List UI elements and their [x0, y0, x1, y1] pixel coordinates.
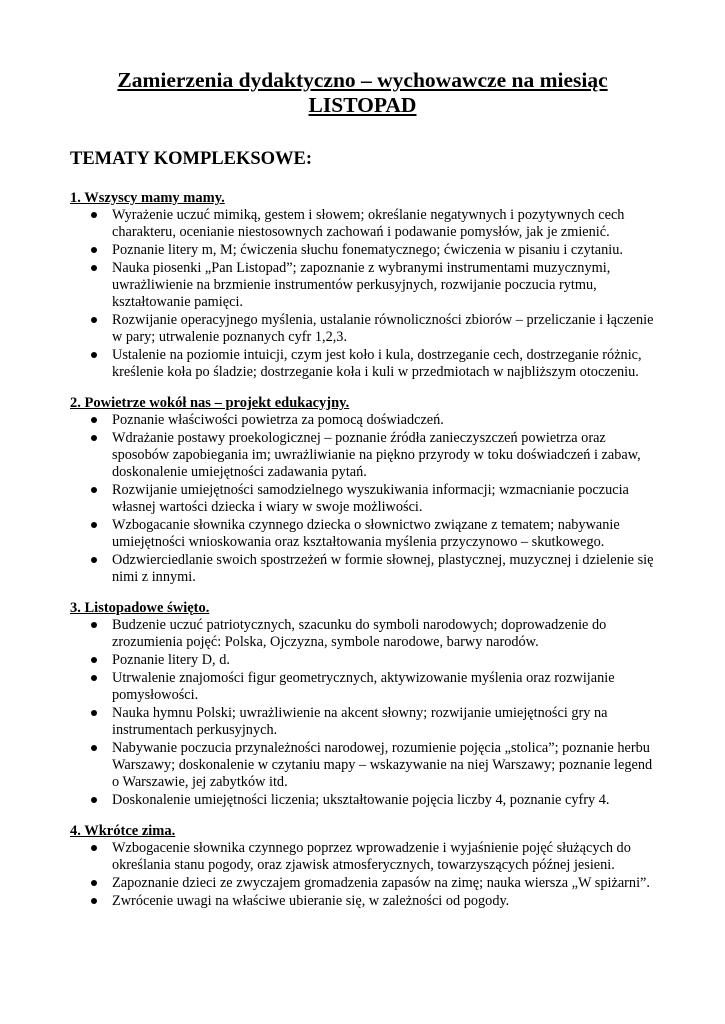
- list-item-text: Poznanie właściwości powietrza za pomocą doświadczeń.: [112, 412, 444, 428]
- list-item-text: Wdrażanie postawy proekologicznej – poznanie źródła zanieczyszczeń powietrza oraz sposobów zapobiegania im; uwrażliwianie na piękno przyrody w toku doświadczeń i zabaw, doskonalenie umiejętności zadawania pytań.: [112, 430, 641, 480]
- list-item: [70, 740, 655, 791]
- topic-section: [70, 600, 655, 809]
- list-item-text: Nauka piosenki „Pan Listopad”; zapoznanie z wybranymi instrumentami muzycznymi, uwrażliwienie na brzmienie instrumentów perkusyjnych, rozwijanie poczucia rytmu, kształtowanie pamięci.: [112, 260, 611, 310]
- bullet-icon: [91, 352, 97, 358]
- list-item-text: Odzwierciedlanie swoich spostrzeżeń w formie słownej, plastycznej, muzycznej i dzielenie się nimi z innymi.: [112, 552, 654, 585]
- bullet-icon: [91, 710, 97, 716]
- list-item-text: Zwrócenie uwagi na właściwe ubieranie się, w zależności od pogody.: [112, 893, 510, 909]
- list-item: [70, 670, 655, 704]
- list-item-text: Rozwijanie operacyjnego myślenia, ustalanie równoliczności zbiorów – przeliczanie i łączenie w pary; utrwalenie poznanych cyfr 1,2,3.: [112, 312, 654, 345]
- topics-list: [70, 190, 655, 910]
- list-item-text: Zapoznanie dzieci ze zwyczajem gromadzenia zapasów na zimę; nauka wiersza „W spiżarni”.: [112, 875, 650, 891]
- goal-list: [70, 617, 655, 809]
- bullet-icon: [91, 417, 97, 423]
- topic-title: 3. Listopadowe święto.: [70, 600, 210, 616]
- list-item: [70, 430, 655, 481]
- topic-title: 1. Wszyscy mamy mamy.: [70, 190, 225, 206]
- list-item: [70, 552, 655, 586]
- topic-title: 2. Powietrze wokół nas – projekt edukacyjny.: [70, 395, 350, 411]
- list-item-text: Nabywanie poczucia przynależności narodowej, rozumienie pojęcia „stolica”; poznanie herbu Warszawy; doskonalenie w czytaniu mapy – wskazywanie na niej Warszawy; poznanie legend o Warszawie, jej zabytków itd.: [112, 740, 653, 790]
- title-line-2: LISTOPAD: [308, 93, 417, 117]
- bullet-icon: [91, 317, 97, 323]
- list-item: [70, 652, 655, 669]
- list-item: [70, 705, 655, 739]
- bullet-icon: [91, 622, 97, 628]
- list-item-text: Ustalenie na poziomie intuicji, czym jest koło i kula, dostrzeganie cech, dostrzeganie różnic, kreślenie koła po śladzie; dostrzeganie koła i kuli w przedmiotach w najbliższym otoczeniu.: [112, 347, 642, 380]
- list-item: [70, 840, 655, 874]
- bullet-icon: [91, 898, 97, 904]
- bullet-icon: [91, 657, 97, 663]
- list-item: [70, 207, 655, 241]
- list-item: [70, 517, 655, 551]
- list-item: [70, 617, 655, 651]
- list-item: [70, 792, 655, 809]
- bullet-icon: [91, 675, 97, 681]
- title-line-1: Zamierzenia dydaktyczno – wychowawcze na miesiąc: [117, 68, 608, 92]
- list-item: [70, 347, 655, 381]
- list-item-text: Utrwalenie znajomości figur geometrycznych, aktywizowanie myślenia oraz rozwijanie pomysłowości.: [112, 670, 615, 703]
- list-item-text: Wzbogacenie słownika czynnego poprzez wprowadzenie i wyjaśnienie pojęć służących do określania stanu pogody, oraz zjawisk atmosferycznych, towarzyszących późnej jesieni.: [112, 840, 631, 873]
- goal-list: [70, 840, 655, 910]
- bullet-icon: [91, 212, 97, 218]
- bullet-icon: [91, 522, 97, 528]
- list-item: [70, 312, 655, 346]
- bullet-icon: [91, 557, 97, 563]
- bullet-icon: [91, 880, 97, 886]
- page-title: [70, 68, 655, 118]
- list-item: [70, 875, 655, 892]
- list-item-text: Wyrażenie uczuć mimiką, gestem i słowem; określanie negatywnych i pozytywnych cech charakteru, ocenianie niestosownych zachowań i podawanie pomysłów, jak je zmienić.: [112, 207, 625, 240]
- bullet-icon: [91, 247, 97, 253]
- goal-list: [70, 207, 655, 381]
- list-item: [70, 482, 655, 516]
- list-item: [70, 260, 655, 311]
- list-item-text: Rozwijanie umiejętności samodzielnego wyszukiwania informacji; wzmacnianie poczucia własnej wartości dziecka i wiary w swoje możliwości.: [112, 482, 629, 515]
- goal-list: [70, 412, 655, 586]
- topic-section: [70, 823, 655, 910]
- list-item-text: Nauka hymnu Polski; uwrażliwienie na akcent słowny; rozwijanie umiejętności gry na instrumentach perkusyjnych.: [112, 705, 608, 738]
- topic-section: [70, 190, 655, 381]
- list-item-text: Poznanie litery D, d.: [112, 652, 230, 668]
- list-item-text: Wzbogacanie słownika czynnego dziecka o słownictwo związane z tematem; nabywanie umiejętności wnioskowania oraz kształtowania myślenia przyczynowo – skutkowego.: [112, 517, 620, 550]
- list-item: [70, 893, 655, 910]
- list-item: [70, 242, 655, 259]
- topic-section: [70, 395, 655, 586]
- bullet-icon: [91, 797, 97, 803]
- bullet-icon: [91, 265, 97, 271]
- bullet-icon: [91, 435, 97, 441]
- section-heading: TEMATY KOMPLEKSOWE:: [70, 149, 313, 169]
- bullet-icon: [91, 745, 97, 751]
- list-item-text: Poznanie litery m, M; ćwiczenia słuchu fonematycznego; ćwiczenia w pisaniu i czytaniu.: [112, 242, 623, 258]
- bullet-icon: [91, 487, 97, 493]
- topic-title: 4. Wkrótce zima.: [70, 823, 176, 839]
- list-item-text: Budzenie uczuć patriotycznych, szacunku do symboli narodowych; doprowadzenie do zrozumienia pojęć: Polska, Ojczyzna, symbole narodowe, barwy narodów.: [112, 617, 607, 650]
- bullet-icon: [91, 845, 97, 851]
- list-item-text: Doskonalenie umiejętności liczenia; ukształtowanie pojęcia liczby 4, poznanie cyfry 4.: [112, 792, 610, 808]
- list-item: [70, 412, 655, 429]
